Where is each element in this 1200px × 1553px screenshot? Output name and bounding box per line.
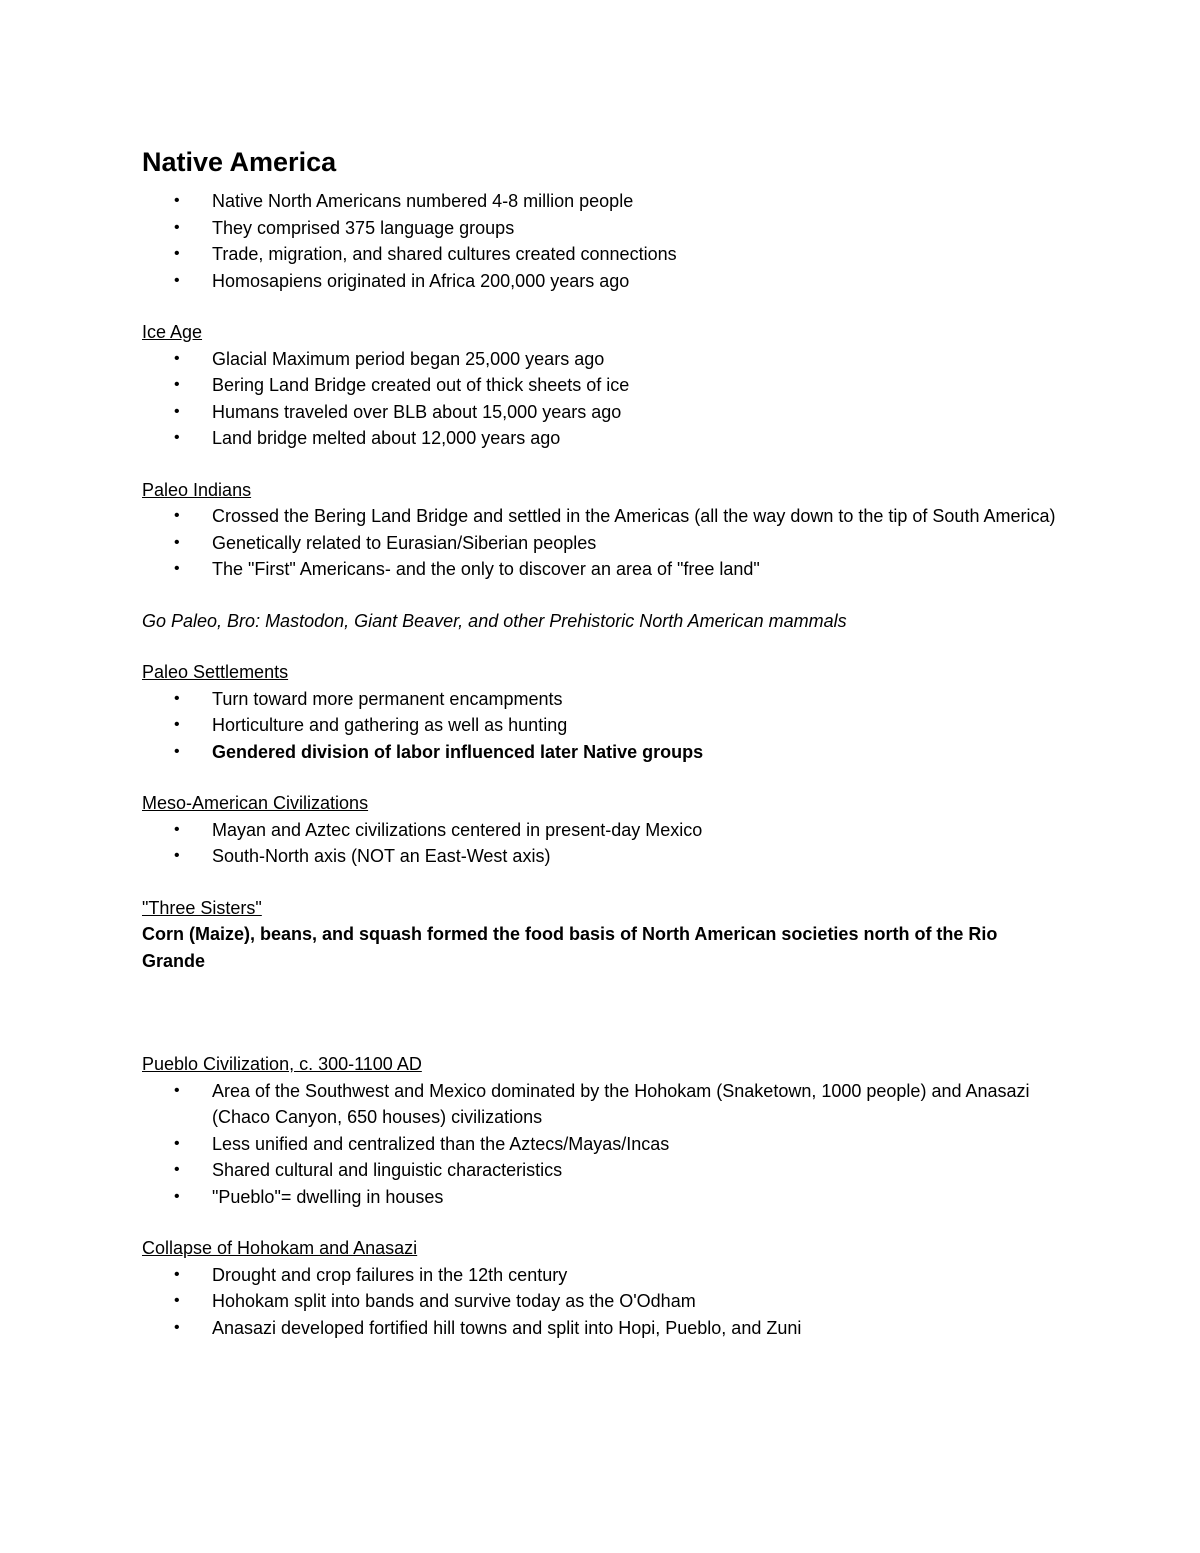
bullet-icon: • [174,1187,180,1205]
bullet-icon: • [174,1081,180,1099]
bullet-icon: • [174,742,180,760]
bullet-icon: • [174,1161,180,1178]
bullet-icon: • [174,349,180,367]
list-item [142,1184,1062,1211]
list-item-text: Trade, migration, and shared cultures created connections [212,244,677,264]
bullet-icon: • [174,689,180,707]
list-item [142,530,1062,557]
list-item-text: Genetically related to Eurasian/Siberian peoples [212,532,597,553]
bullet-icon: • [174,820,180,838]
bullet-icon: • [174,192,180,209]
list-item-text: Humans traveled over BLB about 15,000 years ago [212,401,622,422]
list-item-text: "Pueblo"= dwelling in houses [212,1186,444,1207]
list-item [142,686,1062,713]
list-item [142,503,1062,530]
section-heading-paleo-settlements: Paleo Settlements [142,662,289,682]
list-item [142,372,1062,399]
list-item [142,1131,1062,1158]
ice-age-list [142,346,1062,452]
list-item [142,556,1062,583]
list-item-text: Crossed the Bering Land Bridge and settled in the Americas (all the way down to the tip of South America) [212,506,1056,526]
list-item [142,712,1062,739]
list-item [142,241,1062,268]
list-item-text: Turn toward more permanent encampments [212,688,563,709]
bullet-icon: • [174,245,180,262]
list-item [142,215,1062,242]
list-item-text: Bering Land Bridge created out of thick sheets of ice [212,375,630,395]
list-item [142,268,1062,295]
bullet-icon: • [174,218,180,236]
bullet-icon: • [174,716,180,733]
list-item [142,1157,1062,1184]
italic-note: Go Paleo, Bro: Mastodon, Giant Beaver, and other Prehistoric North American mammals [142,610,847,631]
bullet-icon: • [174,507,180,524]
bullet-icon: • [174,1318,180,1336]
list-item-text: Area of the Southwest and Mexico dominated by the Hohokam (Snaketown, 1000 people) and Anasazi (Chaco Canyon, 650 houses) civilizations [212,1080,1030,1127]
meso-american-list [142,817,1062,870]
list-item-text: Homosapiens originated in Africa 200,000 years ago [212,270,630,291]
section-heading-three-sisters: "Three Sisters" [142,897,262,918]
collapse-list [142,1262,1062,1342]
bullet-icon: • [174,847,180,864]
section-heading-ice-age: Ice Age [142,322,203,342]
pueblo-list [142,1078,1062,1211]
list-item-text: Native North Americans numbered 4-8 million people [212,191,634,211]
list-item-text: Glacial Maximum period began 25,000 years ago [212,348,605,369]
list-item-text: Land bridge melted about 12,000 years ago [212,428,561,448]
list-item-text: Shared cultural and linguistic characteristics [212,1160,563,1180]
list-item-text-bold: Gendered division of labor influenced later Native groups [212,741,704,762]
bullet-icon: • [174,429,180,446]
bullet-icon: • [174,402,180,420]
list-item-text: Horticulture and gathering as well as hunting [212,715,568,735]
list-item-text: They comprised 375 language groups [212,217,515,238]
list-item-text: Hohokam split into bands and survive today as the O'Odham [212,1291,696,1311]
section-heading-pueblo: Pueblo Civilization, c. 300-1100 AD [142,1054,422,1074]
list-item [142,817,1062,844]
list-item [142,1288,1062,1315]
section-heading-meso-american: Meso-American Civilizations [142,793,369,813]
list-item [142,1078,1062,1131]
paleo-indians-list [142,503,1062,583]
bullet-icon: • [174,1292,180,1309]
list-item [142,188,1062,215]
bullet-icon: • [174,1265,180,1283]
bullet-icon: • [174,560,180,577]
list-item [142,346,1062,373]
paleo-settlements-list [142,686,1062,766]
three-sisters-text: Corn (Maize), beans, and squash formed the food basis of North American societies north of the Rio Grande [142,924,998,971]
list-item-text: South-North axis (NOT an East-West axis) [212,846,551,866]
list-item [142,1262,1062,1289]
list-item-text: The "First" Americans- and the only to discover an area of "free land" [212,559,760,579]
page-title: Native America [142,147,337,177]
list-item-text: Less unified and centralized than the Aztecs/Mayas/Incas [212,1133,670,1154]
list-item-text: Drought and crop failures in the 12th century [212,1264,568,1285]
list-item [142,843,1062,870]
bullet-icon: • [174,376,180,393]
list-item [142,399,1062,426]
section-heading-collapse: Collapse of Hohokam and Anasazi [142,1238,418,1258]
list-item [142,739,1062,766]
bullet-icon: • [174,271,180,289]
list-item-text: Mayan and Aztec civilizations centered in present-day Mexico [212,819,703,840]
bullet-icon: • [174,1134,180,1152]
section-heading-paleo-indians: Paleo Indians [142,479,252,500]
document-page [142,140,1062,1341]
list-item [142,1315,1062,1342]
list-item [142,425,1062,452]
intro-list [142,188,1062,294]
list-item-text: Anasazi developed fortified hill towns and split into Hopi, Pueblo, and Zuni [212,1317,802,1338]
bullet-icon: • [174,533,180,551]
